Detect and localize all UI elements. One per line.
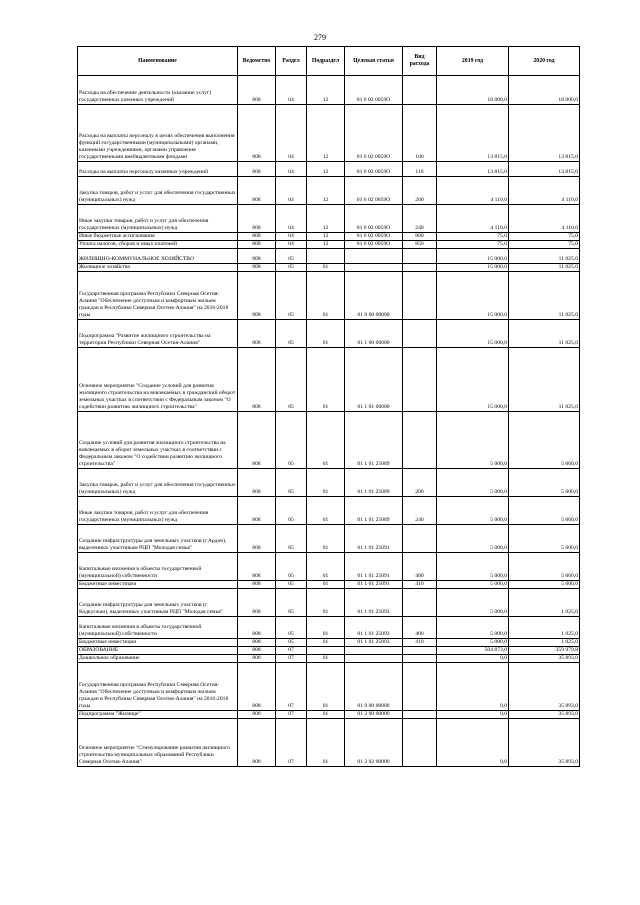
cell-expense: 110 [403, 162, 437, 177]
header-row [78, 47, 580, 76]
table-row [78, 233, 580, 241]
cell-expense: 410 [403, 581, 437, 589]
cell-section: 04 [276, 76, 307, 105]
cell-subsection [307, 249, 345, 264]
cell-target: 01 1 01 25093 [345, 617, 403, 639]
table-row [78, 205, 580, 233]
cell-subsection: 01 [307, 272, 345, 320]
cell-name: Создание инфраструктуры для земельных участков (г. Кодкусжан), выделенных участникам РЦП "Молодая семья" [78, 589, 238, 617]
cell-dept: 808 [238, 233, 276, 241]
cell-name: Иные закупки товаров, работ и услуг для обеспечения государственных (муниципальных) нужд [78, 205, 238, 233]
cell-2019: 5 000,0 [437, 469, 509, 497]
table-row [78, 76, 580, 105]
table-row [78, 589, 580, 617]
cell-2019: 75,0 [437, 241, 509, 249]
cell-2020: 35 893,0 [509, 663, 580, 711]
cell-target: 01 2 00 00000 [345, 711, 403, 719]
cell-2019: 5 000,0 [437, 553, 509, 581]
cell-target: 01 6 02 0059О [345, 105, 403, 162]
cell-subsection: 01 [307, 412, 345, 469]
cell-dept: 808 [238, 711, 276, 719]
cell-name: Уплата налогов, сборов и иных платежей [78, 241, 238, 249]
cell-name: Создание инфраструктуры для земельных участков (г.Ардон), выделенных участникам РЦП "Молодая семья" [78, 525, 238, 553]
cell-expense: 400 [403, 553, 437, 581]
cell-dept: 808 [238, 177, 276, 205]
cell-dept: 808 [238, 264, 276, 272]
cell-dept: 808 [238, 663, 276, 711]
cell-subsection: 01 [307, 469, 345, 497]
cell-dept: 808 [238, 497, 276, 525]
cell-subsection: 12 [307, 162, 345, 177]
cell-name: Государственная программа Республики Северная Осетия-Алания "Обеспечение доступным и комфортным жильем граждан в Республике Северная Осетия-Алания" на 2016-2018 годы [78, 272, 238, 320]
cell-target: 01 6 02 0059О [345, 241, 403, 249]
table-row [78, 497, 580, 525]
table-row [78, 647, 580, 655]
cell-name: ОБРАЗОВАНИЕ [78, 647, 238, 655]
cell-2019: 5 000,0 [437, 412, 509, 469]
cell-section: 05 [276, 617, 307, 639]
cell-target: 01 1 01 25089 [345, 497, 403, 525]
cell-section: 05 [276, 469, 307, 497]
table-row [78, 469, 580, 497]
cell-subsection: 01 [307, 525, 345, 553]
cell-2019: 15 000,0 [437, 348, 509, 412]
cell-expense [403, 412, 437, 469]
cell-2019: 5 000,0 [437, 617, 509, 639]
table-row [78, 617, 580, 639]
cell-target: 01 1 01 25091 [345, 553, 403, 581]
budget-table [77, 46, 580, 767]
cell-2020: 11 025,0 [509, 272, 580, 320]
cell-subsection: 01 [307, 655, 345, 663]
cell-section: 04 [276, 105, 307, 162]
table-row [78, 525, 580, 553]
cell-section: 07 [276, 647, 307, 655]
cell-expense [403, 711, 437, 719]
cell-name: ЖИЛИЩНО-КОММУНАЛЬНОЕ ХОЗЯЙСТВО [78, 249, 238, 264]
cell-subsection: 01 [307, 320, 345, 348]
cell-expense: 240 [403, 497, 437, 525]
cell-dept: 808 [238, 348, 276, 412]
cell-name: Создание условий для развития жилищного строительства на вовлекаемых в оборот земельных участках в соответствии с Федеральным законом "О содействии развитию жилищного строительства" [78, 412, 238, 469]
cell-target: 01 1 01 25091 [345, 581, 403, 589]
cell-2019: 5 000,0 [437, 639, 509, 647]
cell-2020: 5 000,0 [509, 581, 580, 589]
cell-2019: 5 000,0 [437, 589, 509, 617]
cell-name: Закупка товаров, работ и услуг для обеспечения государственных (муниципальных) нужд [78, 469, 238, 497]
cell-2019: 0,0 [437, 711, 509, 719]
cell-subsection: 01 [307, 264, 345, 272]
col-header-subsection: Подраздел [307, 47, 345, 76]
cell-dept: 808 [238, 581, 276, 589]
cell-expense [403, 589, 437, 617]
cell-expense [403, 663, 437, 711]
cell-2020: 1 025,0 [509, 589, 580, 617]
cell-name: Расходы на выплаты персоналу в целях обеспечения выполнения функций государственными (муниципальными) органами, казенными учреждениями, органами управления государственными внебюджетными фондами [78, 105, 238, 162]
table-body [78, 76, 580, 767]
cell-dept: 808 [238, 617, 276, 639]
cell-dept: 808 [238, 249, 276, 264]
cell-section: 04 [276, 177, 307, 205]
cell-2019: 15 000,0 [437, 320, 509, 348]
cell-dept: 808 [238, 589, 276, 617]
table-row [78, 320, 580, 348]
cell-2020: 13 815,0 [509, 105, 580, 162]
cell-target: 01 1 01 25093 [345, 639, 403, 647]
cell-2020: 35 893,0 [509, 655, 580, 663]
cell-target [345, 264, 403, 272]
cell-dept: 808 [238, 272, 276, 320]
cell-2019: 5 000,0 [437, 581, 509, 589]
cell-dept: 808 [238, 553, 276, 581]
col-header-section: Раздел [276, 47, 307, 76]
cell-subsection: 01 [307, 497, 345, 525]
cell-target: 01 1 01 25091 [345, 525, 403, 553]
cell-2020: 5 000,0 [509, 525, 580, 553]
cell-section: 04 [276, 205, 307, 233]
table-row [78, 655, 580, 663]
cell-dept: 808 [238, 320, 276, 348]
cell-2019: 0,0 [437, 655, 509, 663]
cell-2019: 5 000,0 [437, 497, 509, 525]
col-header-dept: Ведомство [238, 47, 276, 76]
cell-target: 01 1 00 00000 [345, 320, 403, 348]
table-row [78, 581, 580, 589]
cell-2019: 15 000,0 [437, 249, 509, 264]
cell-subsection: 01 [307, 663, 345, 711]
cell-subsection: 12 [307, 76, 345, 105]
table-row [78, 105, 580, 162]
cell-2020: 11 025,0 [509, 249, 580, 264]
cell-section: 05 [276, 525, 307, 553]
table-row [78, 162, 580, 177]
cell-2019: 15 000,0 [437, 264, 509, 272]
cell-2019: 13 815,0 [437, 105, 509, 162]
cell-2020: 5 000,0 [509, 497, 580, 525]
cell-section: 05 [276, 320, 307, 348]
cell-dept: 808 [238, 655, 276, 663]
cell-name: Жилищное хозяйство [78, 264, 238, 272]
cell-target: 01 2 02 00000 [345, 719, 403, 767]
cell-section: 05 [276, 264, 307, 272]
cell-expense [403, 348, 437, 412]
col-header-name: Наименование [78, 47, 238, 76]
cell-target: 01 1 01 00000 [345, 348, 403, 412]
cell-dept: 808 [238, 105, 276, 162]
cell-expense [403, 249, 437, 264]
cell-2020: 35 893,0 [509, 711, 580, 719]
cell-section: 05 [276, 581, 307, 589]
cell-2019: 18 000,0 [437, 76, 509, 105]
cell-section: 05 [276, 497, 307, 525]
cell-section: 05 [276, 639, 307, 647]
cell-section: 04 [276, 241, 307, 249]
cell-subsection: 12 [307, 177, 345, 205]
cell-2020: 4 110,0 [509, 177, 580, 205]
cell-2020: 1 025,0 [509, 617, 580, 639]
table-row [78, 412, 580, 469]
col-header-2019: 2019 год [437, 47, 509, 76]
cell-expense [403, 719, 437, 767]
cell-target: 01 1 01 25089 [345, 412, 403, 469]
cell-target: 01 0 00 00000 [345, 663, 403, 711]
cell-name: Закупка товаров, работ и услуг для обеспечения государственных (муниципальных) нужд [78, 177, 238, 205]
table-row [78, 241, 580, 249]
cell-expense: 400 [403, 617, 437, 639]
cell-expense: 800 [403, 233, 437, 241]
table-row [78, 639, 580, 647]
cell-subsection [307, 647, 345, 655]
cell-expense: 240 [403, 205, 437, 233]
cell-2020: 5 000,0 [509, 553, 580, 581]
col-header-expense: Вид расхода [403, 47, 437, 76]
cell-dept: 808 [238, 76, 276, 105]
cell-subsection: 12 [307, 205, 345, 233]
cell-2020: 11 025,0 [509, 320, 580, 348]
cell-2019: 4 110,0 [437, 177, 509, 205]
cell-2019: 13 815,0 [437, 162, 509, 177]
cell-2020: 35 893,0 [509, 719, 580, 767]
table-row [78, 264, 580, 272]
cell-dept: 808 [238, 719, 276, 767]
cell-target [345, 249, 403, 264]
cell-subsection: 12 [307, 241, 345, 249]
cell-dept: 808 [238, 205, 276, 233]
cell-section: 05 [276, 348, 307, 412]
cell-name: Бюджетные инвестиции [78, 639, 238, 647]
cell-name: Расходы на обеспечение деятельности (оказание услуг) государственных казенных учреждений [78, 76, 238, 105]
page-number: 279 [314, 33, 326, 42]
cell-expense: 200 [403, 177, 437, 205]
cell-2020: 18 000,0 [509, 76, 580, 105]
cell-2019: 5 000,0 [437, 525, 509, 553]
cell-subsection: 01 [307, 719, 345, 767]
cell-subsection: 01 [307, 639, 345, 647]
cell-dept: 808 [238, 639, 276, 647]
cell-section: 05 [276, 249, 307, 264]
cell-dept: 808 [238, 241, 276, 249]
cell-expense [403, 647, 437, 655]
cell-dept: 808 [238, 525, 276, 553]
cell-expense: 410 [403, 639, 437, 647]
cell-name: Подпрограмма "Развитие жилищного строительства на территории Республики Северная Осетия-Алания" [78, 320, 238, 348]
cell-name: Бюджетные инвестиции [78, 581, 238, 589]
cell-2020: 5 000,0 [509, 469, 580, 497]
cell-name: Капитальные вложения в объекты государственной (муниципальной) собственности [78, 553, 238, 581]
cell-section: 05 [276, 589, 307, 617]
cell-section: 04 [276, 233, 307, 241]
cell-expense [403, 264, 437, 272]
cell-expense [403, 320, 437, 348]
cell-section: 07 [276, 663, 307, 711]
cell-dept: 808 [238, 469, 276, 497]
cell-dept: 808 [238, 412, 276, 469]
cell-target: 01 1 01 25089 [345, 469, 403, 497]
cell-name: Дошкольное образование [78, 655, 238, 663]
cell-2020: 4 110,0 [509, 205, 580, 233]
cell-2020: 75,0 [509, 241, 580, 249]
cell-expense: 850 [403, 241, 437, 249]
cell-expense [403, 76, 437, 105]
table-row [78, 711, 580, 719]
cell-2020: 75,0 [509, 233, 580, 241]
cell-2019: 0,0 [437, 719, 509, 767]
table-row [78, 663, 580, 711]
cell-target: 01 6 02 0059О [345, 205, 403, 233]
cell-subsection: 01 [307, 589, 345, 617]
table-row [78, 177, 580, 205]
cell-target [345, 655, 403, 663]
cell-target: 01 6 02 0059О [345, 233, 403, 241]
cell-name: Иные закупки товаров, работ и услуг для обеспечения государственных (муниципальных) нужд [78, 497, 238, 525]
cell-name: Государственная программа Республики Северная Осетия-Алания "Обеспечение доступным и комфортным жильем граждан в Республике Северная Осетия-Алания" на 2016-2018 годы [78, 663, 238, 711]
cell-target [345, 647, 403, 655]
cell-name: Капитальные вложения в объекты государственной (муниципальной) собственности [78, 617, 238, 639]
cell-2020: 11 025,0 [509, 348, 580, 412]
cell-name: Иные бюджетные ассигнования [78, 233, 238, 241]
cell-expense: 100 [403, 105, 437, 162]
cell-subsection: 12 [307, 233, 345, 241]
cell-target: 01 1 01 25093 [345, 589, 403, 617]
cell-dept: 808 [238, 647, 276, 655]
table-row [78, 249, 580, 264]
cell-subsection: 01 [307, 553, 345, 581]
cell-section: 05 [276, 272, 307, 320]
cell-name: Расходы на выплаты персоналу казенных учреждений [78, 162, 238, 177]
table-row [78, 348, 580, 412]
table-row [78, 553, 580, 581]
table-row [78, 272, 580, 320]
cell-expense [403, 272, 437, 320]
cell-expense: 200 [403, 469, 437, 497]
cell-2020: 5 000,0 [509, 412, 580, 469]
cell-subsection: 01 [307, 581, 345, 589]
cell-section: 05 [276, 553, 307, 581]
cell-subsection: 01 [307, 348, 345, 412]
table-row [78, 719, 580, 767]
cell-2020: 1 025,0 [509, 639, 580, 647]
cell-2019: 4 110,0 [437, 205, 509, 233]
cell-target: 01 6 02 0059О [345, 162, 403, 177]
cell-section: 07 [276, 711, 307, 719]
cell-name: Подпрограмма "Жилище" [78, 711, 238, 719]
cell-target: 01 6 02 0059О [345, 177, 403, 205]
cell-expense [403, 525, 437, 553]
cell-2019: 15 000,0 [437, 272, 509, 320]
cell-section: 07 [276, 719, 307, 767]
cell-2020: 359 979,8 [509, 647, 580, 655]
cell-2019: 0,0 [437, 663, 509, 711]
col-header-2020: 2020 год [509, 47, 580, 76]
cell-2020: 11 025,0 [509, 264, 580, 272]
cell-name: Основное мероприятие "Создание условий для развития жилищного строительства на вовлекаемых в гражданский оборот земельных участках в соответствии с Федеральным законом "О содействии развитию жилищного строительства" [78, 348, 238, 412]
cell-subsection: 12 [307, 105, 345, 162]
cell-2019: 75,0 [437, 233, 509, 241]
cell-2019: 504 873,0 [437, 647, 509, 655]
cell-target: 01 0 00 00000 [345, 272, 403, 320]
cell-target: 01 6 02 0059О [345, 76, 403, 105]
col-header-target: Целевая статья [345, 47, 403, 76]
cell-subsection: 01 [307, 711, 345, 719]
cell-dept: 808 [238, 162, 276, 177]
cell-name: Основное мероприятие "Стимулирование развития жилищного строительства муниципальных образований Республики Северная Осетия-Алания" [78, 719, 238, 767]
cell-section: 07 [276, 655, 307, 663]
cell-2020: 13 815,0 [509, 162, 580, 177]
cell-subsection: 01 [307, 617, 345, 639]
cell-expense [403, 655, 437, 663]
cell-section: 05 [276, 412, 307, 469]
cell-section: 04 [276, 162, 307, 177]
